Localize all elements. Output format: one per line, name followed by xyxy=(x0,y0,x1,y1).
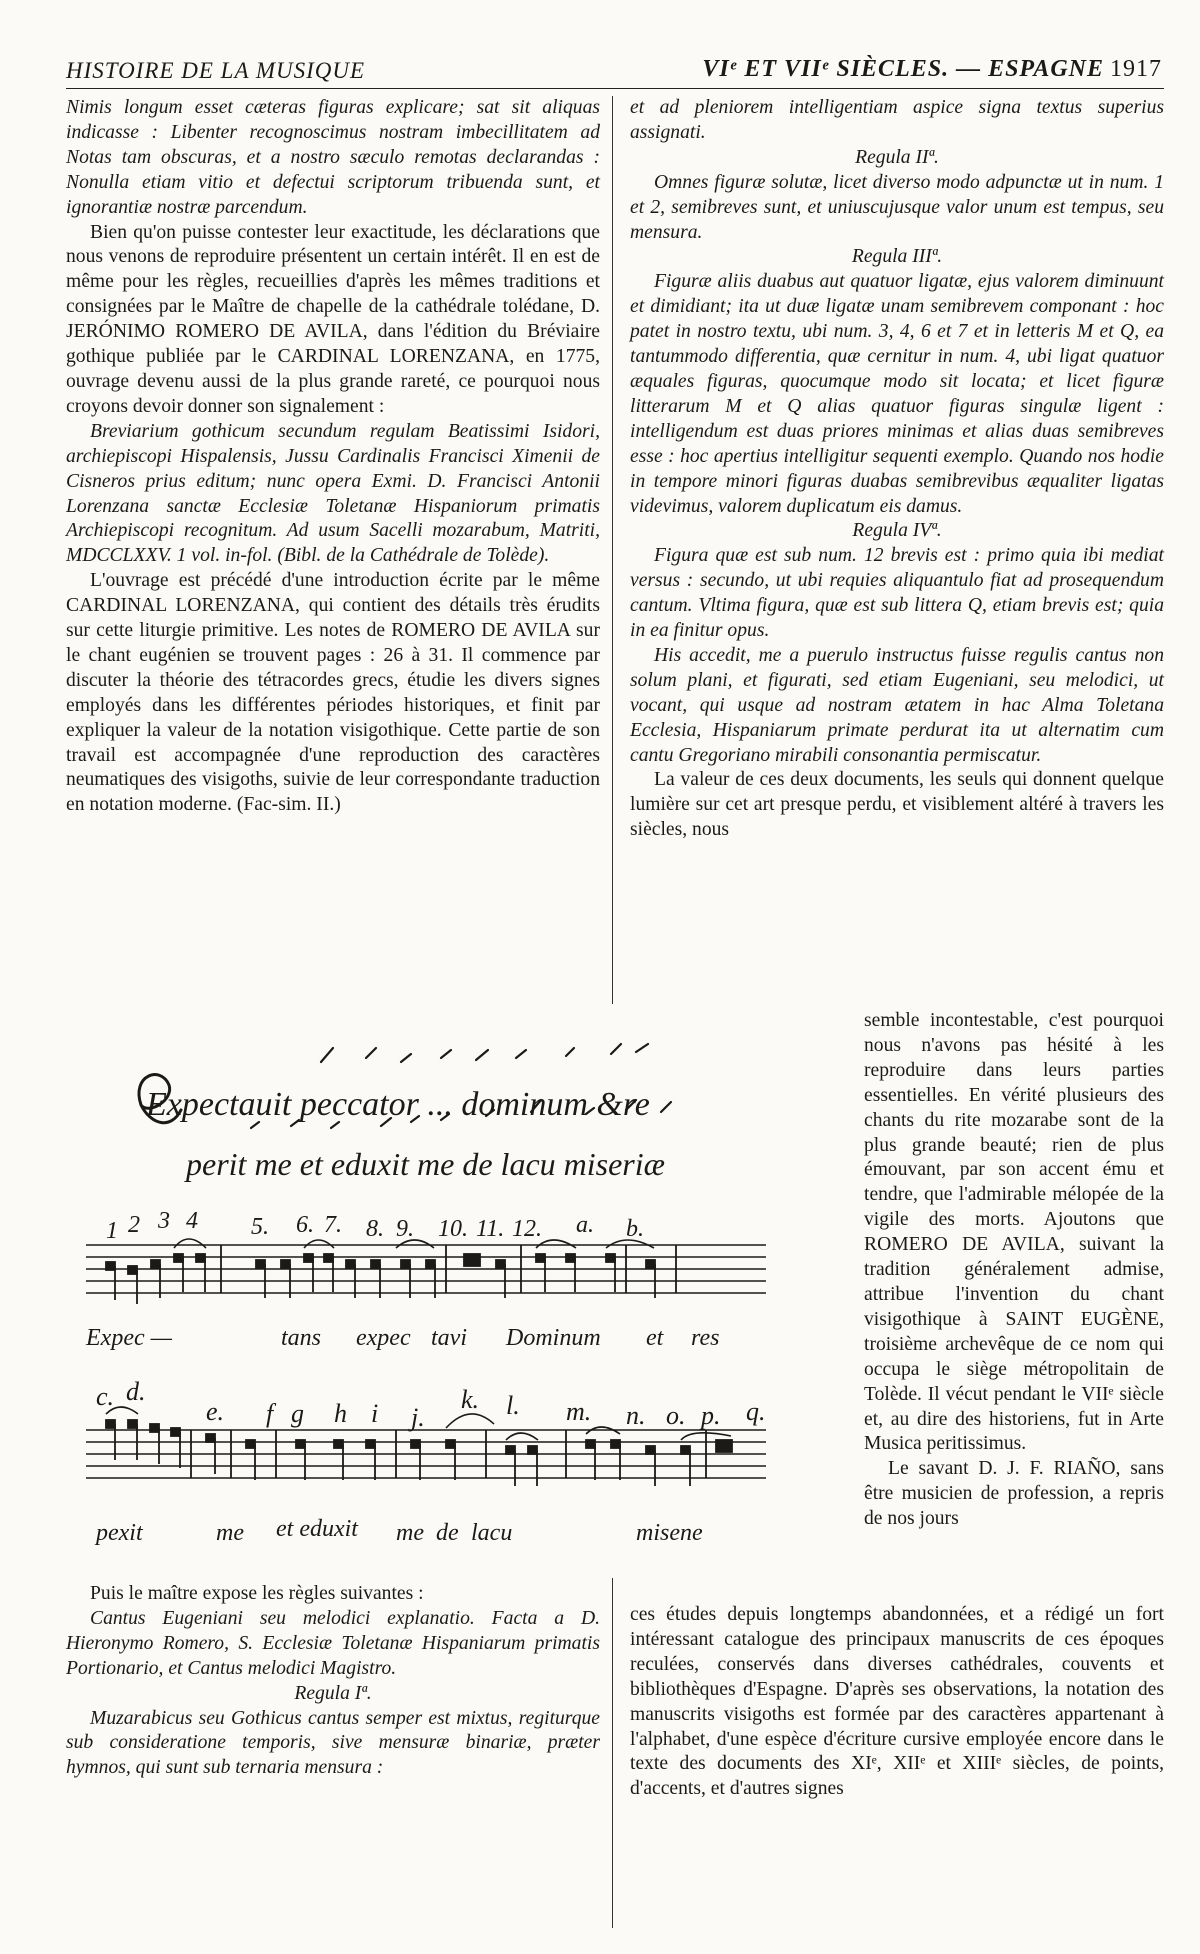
header-section: VIᵉ ET VIIᵉ SIÈCLES. — ESPAGNE xyxy=(702,56,1104,82)
letter-a: a. xyxy=(576,1212,594,1238)
manuscript-line-1: Expectauit peccator ... dominum &re xyxy=(146,1086,650,1123)
staff-1 xyxy=(86,1245,766,1293)
staff-2-letters xyxy=(96,1377,766,1432)
staff-2-text xyxy=(94,1516,703,1546)
paragraph-incontestable: semble incontestable, c'est pourquoi nous n'avons pas hésité à les reproduire dans leurs parties essentielles. En vérité plusieurs des chants du rite mozarabe sont de la plus grande beauté; rien de plus émouvant, par son accent ému et tendre, que l'admirable mélopée de la vigile des morts. Ajoutons que ROMERO DE AVILA, suivant la tradition généralement admise, attribue l'invention du chant visigothique à SAINT EUGÈNE, troisième archevêque de ce nom qui occupa le siège métropolitain de Tolède. Il vécut pendant le VIIᵉ siècle et, au dire des historiens, fut in Arte Musica peritissimus. xyxy=(864,1010,1164,1455)
paragraph-riano-continuation: ces études depuis longtemps abandonnées, et a rédigé un fort intéressant catalogue des principaux manuscrits de ces époques reculées, conservés dans diverses cathédrales, couvents et bibliothèques d'Espagne. D'après ses observations, la notation des manuscrits visigoths est formée par des caractères appartenant à l'alphabet, d'une espèce d'écriture cursive employée encore dans le texte des documents des XIᵉ, XIIᵉ et XIIIᵉ siècles, de points, d'accents, et d'autres signes xyxy=(630,1604,1164,1800)
paragraph-riano: Le savant D. J. F. RIAÑO, sans être musicien de profession, a repris de nos jours xyxy=(864,1458,1164,1530)
regula-1-title: Regula Iª. xyxy=(294,1682,372,1704)
right-column xyxy=(630,96,1164,843)
number-6: 6. xyxy=(296,1212,314,1238)
paragraph-valeur: La valeur de ces deux documents, les seuls qui donnent quelque lumière sur cet art presque perdu, et visiblement altéré à travers les siècles, nous xyxy=(630,769,1164,841)
manuscript-line-2: perit me et eduxit me de lacu miseriæ xyxy=(186,1146,665,1182)
letter-k: k. xyxy=(461,1385,480,1414)
letter-f: f xyxy=(266,1399,274,1428)
letter-b: b. xyxy=(626,1216,644,1242)
number-11: 11. xyxy=(476,1216,505,1242)
page-number: 1917 xyxy=(1110,56,1162,82)
lyric-2-me2: me xyxy=(396,1520,424,1546)
paragraph-regles-intro: Puis le maître expose les règles suivantes : xyxy=(90,1583,424,1604)
right-narrow-column xyxy=(864,1009,1164,1532)
letter-i: i xyxy=(371,1399,379,1428)
column-divider xyxy=(612,96,613,1004)
letter-d: d. xyxy=(126,1377,146,1406)
lyric-1-res: res xyxy=(691,1325,720,1351)
bottom-left-column xyxy=(66,1582,600,1781)
regula-4-title: Regula IVª. xyxy=(852,520,942,542)
letter-l: l. xyxy=(506,1391,520,1420)
lyric-1-dominum: Dominum xyxy=(506,1325,601,1351)
bottom-right-column xyxy=(630,1603,1164,1802)
column-divider-lower xyxy=(612,1578,613,1928)
lyric-2-misene: misene xyxy=(636,1520,703,1546)
staff-1-notes xyxy=(106,1254,655,1304)
header-rule xyxy=(66,88,1164,89)
regula-3-text: Figuræ aliis duabus aut quatuor ligatæ, ejus valorem diminuunt et dimidiant; ita ut duæ ligatæ unam semibrevem componant : hoc patet in nostro textu, ubi num. 3, 4, 6 et 7 et in letteris M et Q, ea tantummodo differentia, quæ cernitur in num. 4, ubi ligat quatuor æquales figuras, quocumque modo sit locata; et licet figuræ litterarum M et Q alias quatuor figuras singulæ ligent : intelligendum est duas priores minimas et alias duas semibreves esse : hoc apertius intelligitur sequenti exemplo. Quando nos hodie in tempore minori figuras duabas semibrevibus æqualiter ligatas videvimus, valorem duplicatum eis damus. xyxy=(630,271,1164,517)
letter-o: o. xyxy=(666,1401,686,1430)
number-5: 5. xyxy=(251,1214,269,1240)
letter-j: j. xyxy=(411,1403,425,1432)
staff-1-text xyxy=(85,1325,719,1351)
number-8: 8. xyxy=(366,1216,384,1242)
visigothic-neume-facsimile xyxy=(66,1010,856,1570)
number-2: 2 xyxy=(128,1212,140,1238)
regula-2-title: Regula IIª. xyxy=(855,146,939,168)
letter-h: h xyxy=(334,1399,347,1428)
lyric-1-expec: Expec — xyxy=(86,1325,172,1351)
letter-n: n. xyxy=(626,1401,646,1430)
paragraph-ouvrage: L'ouvrage est précédé d'une introduction écrite par le même CARDINAL LORENZANA, qui contient des détails très érudits sur cette liturgie primitive. Les notes de ROMERO DE AVILA sur le chant eugénien se trouvent pages : 26 à 31. Il commence par discuter la théorie des tétracordes grecs, étudie les divers signes employés dans les différentes périodes historiques, et finit par expliquer la valeur de la notation visigothique. Cette partie de son travail est accompagnée d'une reproduction des caractères neumatiques des visigoths, suivie de leur correspondante traduction en notation moderne. (Fac-sim. II.) xyxy=(66,570,600,816)
lyric-1-et: et xyxy=(646,1325,664,1351)
number-1: 1 xyxy=(106,1218,118,1244)
lyric-1-expec2: expec xyxy=(356,1325,411,1351)
number-3: 3 xyxy=(158,1208,170,1234)
paragraph-declarations: Bien qu'on puisse contester leur exactitude, les déclarations que nous venons de reproduire présentent un certain intérêt. Il en est de même pour les règles, recueillies d'après les mêmes traditions et consignées par le Maître de chapelle de la cathédrale tolédane, D. JERÓNIMO ROMERO DE AVILA, dans l'édition du Bréviaire gothique publiée par le CARDINAL LORENZANA, en 1775, ouvrage devenu aussi de la plus grande rareté, ce pourquoi nous croyons devoir donner son signalement : xyxy=(66,221,600,417)
cantus-explanatio-title: Cantus Eugeniani seu melodici explanatio. Facta a D. Hieronymo Romero, S. Ecclesiæ Toletanæ Hispaniarum primatis Portionario, et Cantus melodici Magistro. xyxy=(66,1607,600,1679)
letter-e: e. xyxy=(206,1397,225,1426)
lyric-1-tans: tans xyxy=(281,1325,322,1351)
left-column xyxy=(66,96,600,818)
number-4: 4 xyxy=(186,1208,198,1234)
letter-g: g xyxy=(291,1399,304,1428)
breviarium-citation: Breviarium gothicum secundum regulam Beatissimi Isidori, archiepiscopi Hispalensis, Jussu Cardinalis Francisci Ximenii de Cisneros prius editum; nunc opera Exmi. D. Francisci Antonii Lorenzana sanctæ Ecclesiæ Toletanæ Hispaniorum primatis Archiepiscopi recognitum. Ad usum Sacelli mozarabum, Matriti, MDCCLXXV. 1 vol. in-fol. (Bibl. de la Cathédrale de Tolède). xyxy=(66,420,600,567)
lyric-2-pexit: pexit xyxy=(96,1520,143,1546)
staff-2 xyxy=(86,1430,766,1478)
regula-intro: et ad pleniorem intelligentiam aspice signa textus superius assignati. xyxy=(630,97,1164,143)
regula-4-text: Figura quæ est sub num. 12 brevis est : primo quia ibi mediat versus : secundo, ut ubi requies aliquantulo fiat ad prosequendum cantum. Vltima figura, quæ est sub littera Q, etiam brevis est; quia in ea finitur opus. xyxy=(630,545,1164,642)
running-header xyxy=(66,54,1162,86)
regula-4-continuation: His accedit, me a puerulo instructus fuisse regulis cantus non solum plani, et figurati, sed etiam Eugeniani, seu melodici, ut vocant, qui usque ad nostram ætatem in hac Alma Toletana Ecclesia, Hispaniarum primate perdurat ita ut alternatim cum cantu Gregoriano mirabili consonantia permiscatur. xyxy=(630,644,1164,766)
number-10: 10. xyxy=(438,1216,468,1242)
number-9: 9. xyxy=(396,1216,414,1242)
regula-2-text: Omnes figuræ solutæ, licet diverso modo adpunctæ ut in num. 1 et 2, semibreves sunt, et uniuscujusque valor unum est tempus, seu mensura. xyxy=(630,171,1164,243)
letter-c: c. xyxy=(96,1382,115,1411)
letter-m: m. xyxy=(566,1397,592,1426)
lyric-2-me: me xyxy=(216,1520,244,1546)
header-title: HISTOIRE DE LA MUSIQUE xyxy=(66,58,366,83)
lyric-1-tavi: tavi xyxy=(431,1325,467,1351)
lyric-2-eduxit: et eduxit xyxy=(276,1516,358,1542)
regula-1-text: Muzarabicus seu Gothicus cantus semper est mixtus, regiturque sub consideratione temporis, sive mensuræ binariæ, præter hymnos, qui sunt sub ternaria mensura : xyxy=(66,1707,600,1779)
lyric-2-lacu: lacu xyxy=(471,1520,513,1546)
regula-3-title: Regula IIIª. xyxy=(851,246,943,268)
number-7: 7. xyxy=(324,1212,342,1238)
latin-quote: Nimis longum esset cæteras figuras explicare; sat sit aliquas indicasse : Libenter recognoscimus nostram imbecillitatem ad Notas tam obscuras, et a nostro sæculo remotas declarandas : Nonulla etiam vitio et defectui scriptorum tribuenda sunt, et ignorantiæ nostræ parcendum. xyxy=(66,97,600,218)
letter-p: p. xyxy=(701,1401,721,1430)
letter-q: q. xyxy=(746,1397,766,1426)
number-12: 12. xyxy=(512,1216,542,1242)
lyric-2-de: de xyxy=(436,1520,459,1546)
